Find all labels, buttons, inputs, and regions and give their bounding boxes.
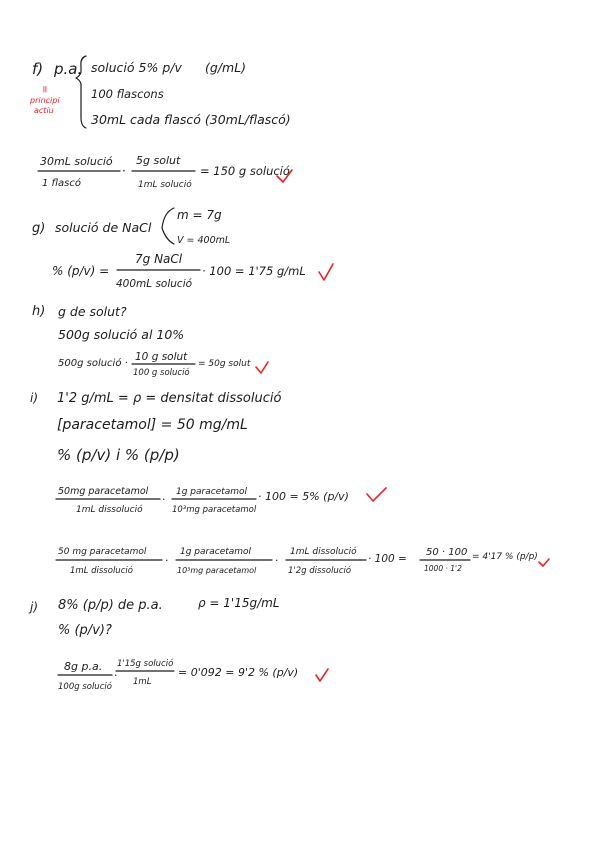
f-line1-unit: (g/mL)	[205, 60, 247, 75]
section-i	[30, 391, 549, 576]
f-line2: 100 flascons	[91, 87, 164, 101]
f-dot: ·	[122, 164, 126, 178]
section-j	[28, 596, 328, 692]
f-line1: solució 5% p/v	[91, 60, 182, 75]
i-e1-num2: 1g paracetamol	[176, 487, 248, 497]
g-checkmark-icon	[319, 264, 333, 280]
actiu-annotation: actiu	[34, 106, 54, 115]
i-e2-den3: 1'2g dissolució	[288, 566, 352, 576]
i-e2-dot1: ·	[165, 554, 169, 567]
j-den2: 1mL	[133, 677, 152, 687]
j-line1: 8% (p/p) de p.a.	[58, 598, 163, 613]
g-mass: m = 7g	[177, 208, 222, 222]
i-e1-den1: 1mL dissolució	[76, 505, 143, 515]
j-line2: % (p/v)?	[58, 623, 112, 638]
i-e1-result: · 100 = 5% (p/v)	[258, 490, 349, 503]
j-den1: 100g solució	[58, 682, 112, 692]
f-num2: 5g solut	[136, 154, 181, 167]
i-line3: % (p/v) i % (p/p)	[57, 446, 180, 464]
section-j-label: j)	[30, 600, 39, 614]
g-bracket	[162, 208, 174, 244]
i-e2-num3: 1mL dissolució	[290, 547, 357, 557]
j-rho: ρ = 1'15g/mL	[198, 596, 280, 610]
section-h-label: h)	[32, 304, 46, 319]
g-result: · 100 = 1'75 g/mL	[202, 264, 306, 278]
h-checkmark-icon	[256, 362, 268, 373]
f-line3: 30mL cada flascó (30mL/flascó)	[91, 112, 291, 127]
h-question: g de solut?	[58, 304, 127, 319]
i-e1-num1: 50mg paracetamol	[58, 486, 149, 497]
i-e2-result: = 4'17 % (p/p)	[472, 552, 538, 562]
h-result: = 50g solut	[198, 359, 251, 369]
i-line2: [paracetamol] = 50 mg/mL	[57, 417, 248, 433]
i-e2-den2: 10³mg paracetamol	[177, 566, 257, 575]
j-num2: 1'15g solució	[117, 659, 174, 669]
g-text: solució de NaCl	[55, 220, 152, 235]
f-num1: 30mL solució	[40, 155, 113, 168]
i-e2-num4: 50 · 100	[426, 547, 468, 558]
section-f-label: f)	[32, 60, 44, 78]
pa-equals-mark: =	[39, 85, 50, 94]
i-e2-den1: 1mL dissolució	[70, 566, 133, 576]
i-line1: 1'2 g/mL = ρ = densitat dissolució	[57, 391, 282, 406]
h-num: 10 g solut	[135, 351, 188, 363]
j-checkmark-icon	[316, 669, 328, 681]
i-e2-mid: · 100 =	[368, 553, 407, 565]
j-num1: 8g p.a.	[64, 660, 103, 673]
section-i-label: i)	[30, 391, 39, 405]
f-result: = 150 g solució	[200, 164, 290, 178]
principi-actiu-abbrev: p.a.	[54, 60, 83, 78]
i-e2-num1: 50 mg paracetamol	[58, 547, 147, 557]
i-e2-checkmark-icon	[539, 559, 549, 566]
h-lhs: 500g solució ·	[58, 358, 128, 369]
i-e2-num2: 1g paracetamol	[180, 547, 252, 557]
f-den1: 1 flascó	[42, 178, 81, 189]
f-den2: 1mL solució	[138, 180, 192, 190]
g-volume: V = 400mL	[177, 235, 231, 246]
section-g	[32, 208, 333, 290]
i-e2-den4: 1000 · 1'2	[424, 564, 462, 573]
principi-annotation: principi	[30, 96, 60, 105]
section-f	[29, 56, 292, 190]
section-h	[32, 304, 268, 378]
j-dot: ·	[114, 669, 118, 682]
section-g-label: g)	[32, 221, 46, 236]
i-e2-dot2: ·	[275, 554, 279, 567]
i-e1-den2: 10³mg paracetamol	[172, 505, 257, 515]
g-pct-label: % (p/v) =	[52, 264, 110, 278]
i-e1-checkmark-icon	[367, 488, 386, 501]
g-num: 7g NaCl	[135, 252, 183, 266]
g-den: 400mL solució	[116, 278, 193, 290]
h-given: 500g solució al 10%	[58, 327, 185, 342]
j-result: = 0'092 = 9'2 % (p/v)	[178, 666, 299, 679]
i-e1-dot: ·	[162, 493, 166, 506]
h-den: 100 g solució	[133, 368, 190, 378]
